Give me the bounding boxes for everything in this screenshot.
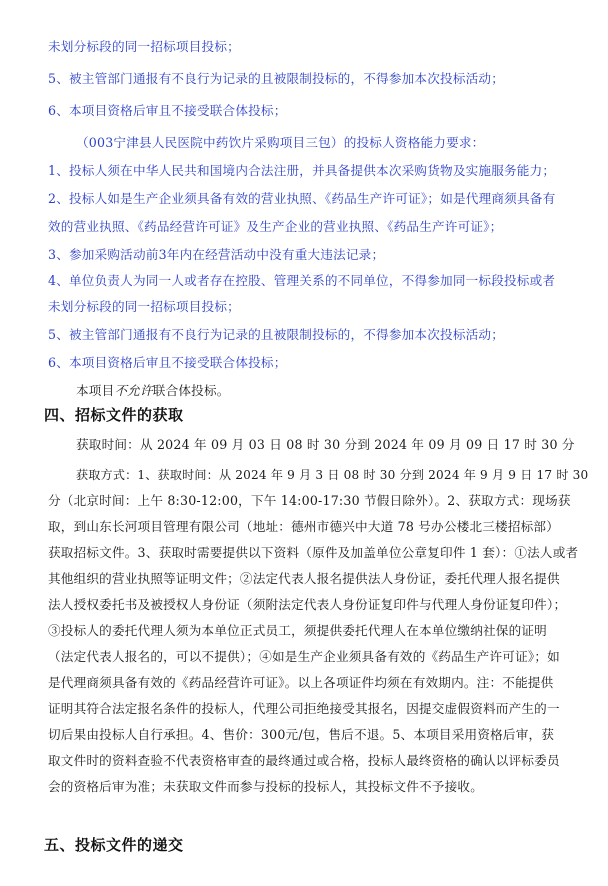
method-line: （法定代表人报名的，可以不提供）；④如是生产企业须具备有效的《药品生产许可证》；如: [48, 649, 560, 664]
text-line: 5、被主管部门通报有不良行为记录的且被限制投标的，不得参加本次投标活动；: [48, 71, 504, 86]
text-line: 6、本项目资格后审且不接受联合体投标；: [48, 355, 287, 370]
text-line: 未划分标段的同一招标项目投标；: [48, 39, 240, 54]
method-line: 获取方式：1、获取时间：从 2024 年 9 月 3 日 08 时 30 分到 2024 年 9 月 9 日 17 时 30: [76, 468, 589, 482]
method-line: 其他组织的营业执照等证明文件；②法定代表人报名提供法人身份证，委托代理人报名提供: [48, 571, 560, 586]
text-line: 1、投标人须在中华人民共和国境内合法注册，并具备提供本次采购货物及实施服务能力；: [48, 163, 556, 178]
section-heading: 四、招标文件的获取: [44, 406, 184, 424]
text-line: 2、投标人如是生产企业须具备有效的营业执照、《药品生产许可证》；如是代理商须具备有: [48, 191, 556, 206]
method-line: 是代理商须具备有效的《药品经营许可证》。以上各项证件均须在有效期内。注：不能提供: [48, 675, 554, 690]
text-line: 3、参加采购活动前3年内在经营活动中没有重大违法记录；: [48, 247, 385, 262]
acquire-time-line: 获取时间：从 2024 年 09 月 03 日 08 时 30 分到 2024 年 09 月 09 日 17 时 30 分: [76, 437, 575, 452]
text-line: 5、被主管部门通报有不良行为记录的且被限制投标的，不得参加本次投标活动；: [48, 327, 504, 342]
text-line: 4、单位负责人为同一人或者存在控股、管理关系的不同单位，不得参加同一标段投标或者: [48, 273, 556, 288]
text-line: 未划分标段的同一招标项目投标；: [48, 299, 240, 314]
text-line: 6、本项目资格后审且不接受联合体投标；: [48, 103, 287, 118]
method-line: 会的资格后审为准；未获取文件而参与投标的投标人，其投标文件不予接收。: [48, 779, 483, 794]
method-line: 分（北京时间：上午 8:30-12:00，下午 14:00-17:30 节假日除外）。2、获取方式：现场获: [48, 493, 571, 508]
method-line: 证明其符合法定报名条件的投标人，代理公司拒绝接受其报名，因提交虚假资料而产生的一: [48, 701, 560, 716]
method-line: 获取招标文件。3、获取时需要提供以下资料（原件及加盖单位公章复印件 1 套）：①法人或者: [48, 545, 579, 560]
notice-line: 本项目不允许联合体投标。: [76, 383, 230, 398]
method-line: 取，到山东长河项目管理有限公司（地址：德州市德兴中大道 78 号办公楼北三楼招标部）: [48, 519, 559, 534]
method-line: 取文件时的资料查验不代表资格审查的最终通过或合格，投标人最终资格的确认以评标委员: [48, 753, 560, 768]
method-line: 法人授权委托书及被授权人身份证（须附法定代表人身份证复印件与代理人身份证复印件）；: [48, 597, 567, 612]
section-heading: 五、投标文件的递交: [44, 836, 184, 854]
text-line: 效的营业执照、《药品经营许可证》及生产企业的营业执照、《药品生产许可证》；: [48, 219, 503, 234]
not-allowed-emphasis: 不允许: [114, 383, 153, 398]
method-line: 切后果由投标人自行承担。4、售价：300元/包，售后不退。5、本项目采用资格后审，获: [48, 727, 555, 742]
method-line: ③投标人的委托代理人须为本单位正式员工，须提供委托代理人在本单位缴纳社保的证明: [48, 623, 547, 638]
text-line: （003宁津县人民医院中药饮片采购项目三包）的投标人资格能力要求：: [76, 135, 485, 150]
